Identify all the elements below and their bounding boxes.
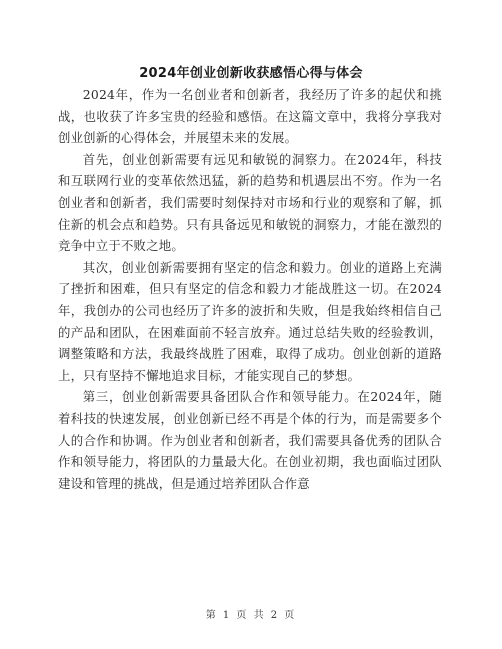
- document-body: [58, 84, 442, 494]
- paragraph-third-point: 第三，创业创新需要具备团队合作和领导能力。在2024年，随着科技的快速发展，创业创新已经不再是个体的行为，而是需要多个人的合作和协调。作为创业者和创新者，我们需要具备优秀的团队合作和领导能力，将团队的力量最大化。在创业初期，我也面临过团队建设和管理的挑战，但是通过培养团队合作意: [58, 389, 442, 491]
- page-number-footer: 第 1 页 共 2 页: [205, 610, 297, 621]
- paragraph-intro: 2024年，作为一名创业者和创新者，我经历了许多的起伏和挑战，也收获了许多宝贵的经验和感悟。在这篇文章中，我将分享我对创业创新的心得体会，并展望未来的发展。: [58, 87, 442, 146]
- paragraph-first-point: 首先，创业创新需要有远见和敏锐的洞察力。在2024年，科技和互联网行业的变革依然迅猛，新的趋势和机遇层出不穷。作为一名创业者和创新者，我们需要时刻保持对市场和行业的观察和了解，抓住新的机会点和趋势。只有具备远见和敏锐的洞察力，才能在激烈的竞争中立于不败之地。: [58, 151, 442, 254]
- paragraph-second-point: 其次，创业创新需要拥有坚定的信念和毅力。创业的道路上充满了挫折和困难，但只有坚定的信念和毅力才能战胜这一切。在2024年，我创办的公司也经历了许多的波折和失败，但是我始终相信自己的产品和团队，在困难面前不轻言放弃。通过总结失败的经验教训，调整策略和方法，我最终战胜了困难，取得了成功。创业创新的道路上，只有坚持不懈地追求目标，才能实现自己的梦想。: [58, 259, 442, 383]
- document-title: 2024年创业创新收获感悟心得与体会: [139, 66, 363, 81]
